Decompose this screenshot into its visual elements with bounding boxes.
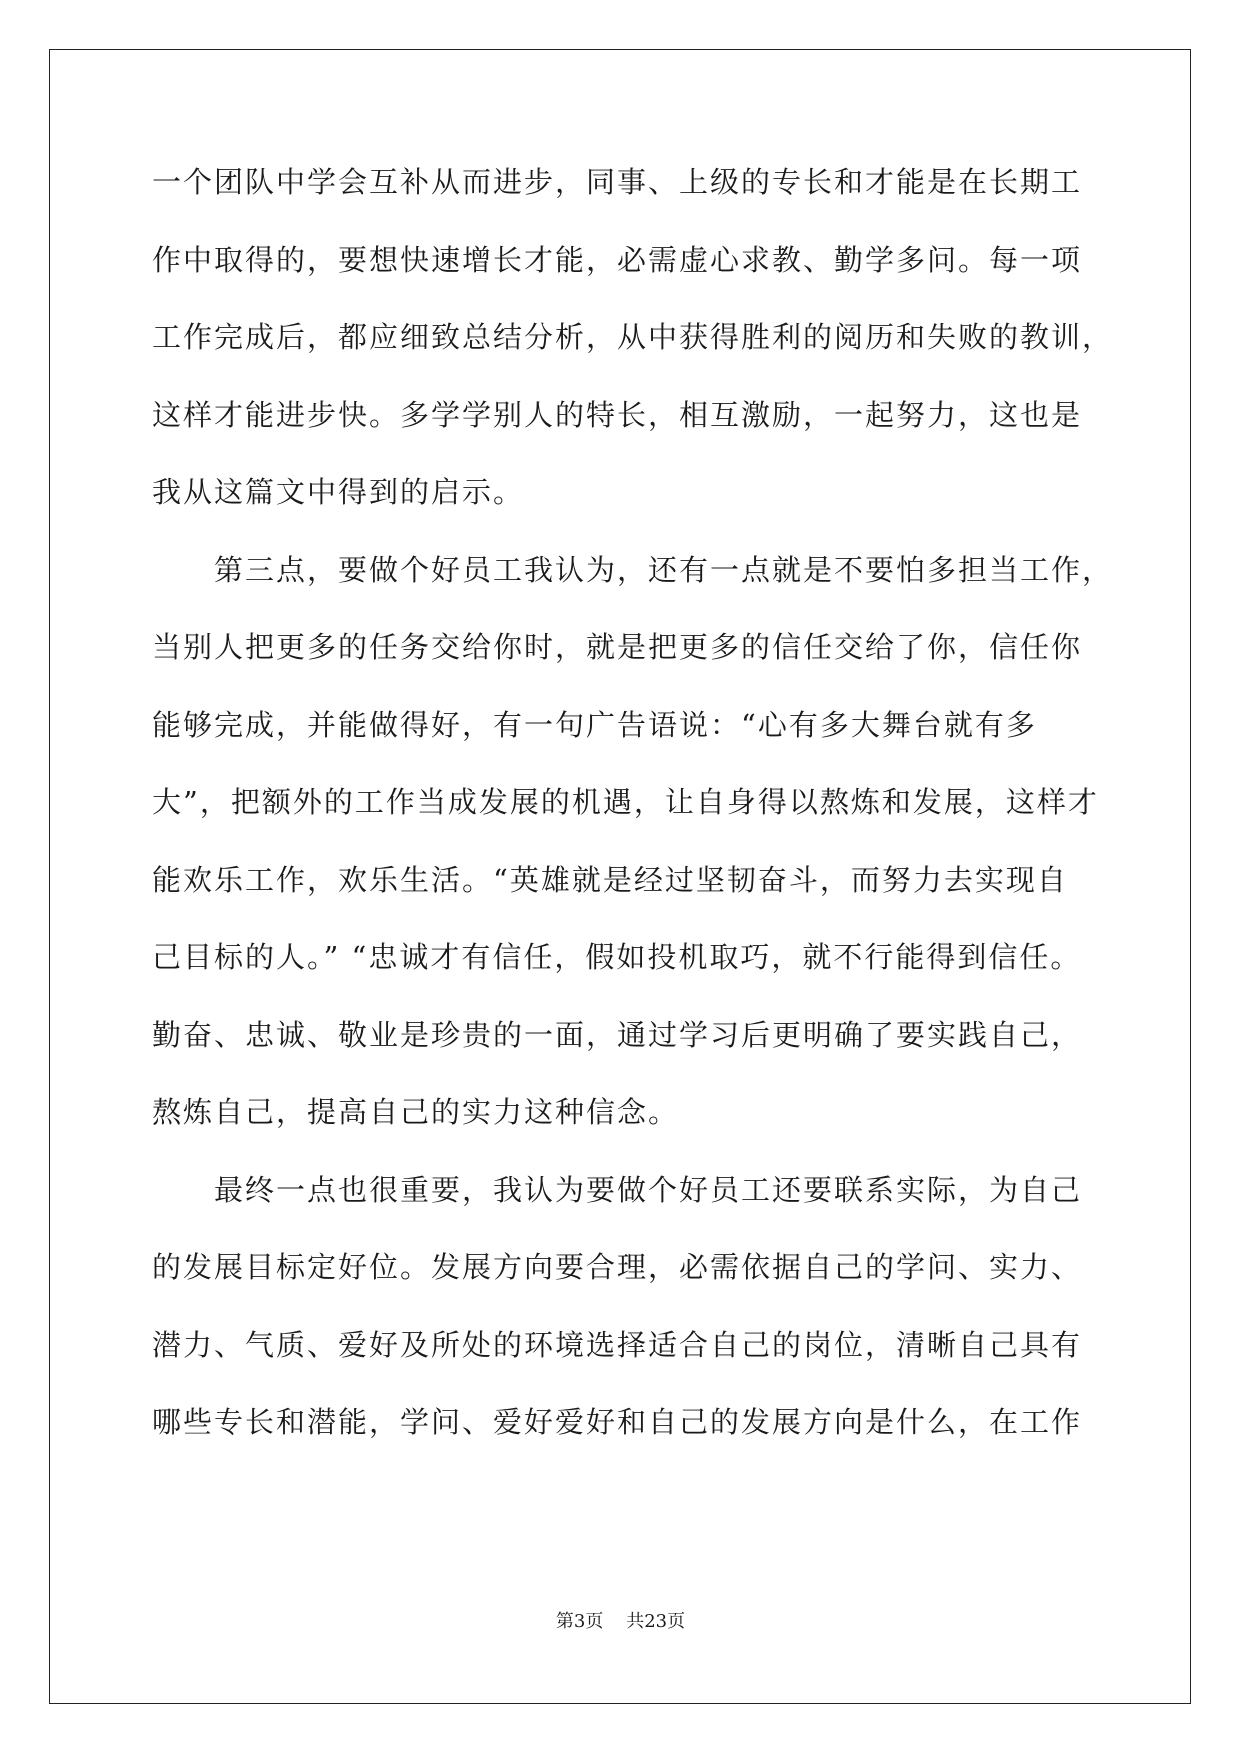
text-line: 作中取得的，要想快速增长才能，必需虚心求教、勤学多问。每一项 [152, 243, 1083, 277]
text-line: 能够完成，并能做得好，有一句广告语说：“心有多大舞台就有多 [152, 708, 1037, 742]
text-line: 当别人把更多的任务交给你时，就是把更多的信任交给了你，信任你 [152, 630, 1083, 664]
paragraph-start-line: 最终一点也很重要，我认为要做个好员工还要联系实际，为自己 [214, 1173, 1083, 1207]
text-line: 熬炼自己，提高自己的实力这种信念。 [152, 1095, 680, 1129]
text-line: 这样才能进步快。多学学别人的特长，相互激励，一起努力，这也是 [152, 398, 1083, 432]
text-line: 我从这篇文中得到的启示。 [152, 475, 525, 509]
text-line: 哪些专长和潜能，学问、爱好爱好和自己的发展方向是什么，在工作 [152, 1405, 1083, 1439]
page-footer [0, 1610, 1241, 1634]
text-line: 的发展目标定好位。发展方向要合理，必需依据自己的学问、实力、 [152, 1250, 1083, 1284]
text-line: 大”，把额外的工作当成发展的机遇，让自身得以熬炼和发展，这样才 [152, 785, 1099, 819]
page-total: 共23页 [626, 1611, 686, 1632]
text-line: 己目标的人。” “忠诚才有信任，假如投机取巧，就不行能得到信任。 [152, 940, 1082, 974]
text-line: 一个团队中学会互补从而进步，同事、上级的专长和才能是在长期工 [152, 165, 1083, 199]
text-line: 勤奋、忠诚、敬业是珍贵的一面，通过学习后更明确了要实践自己， [152, 1018, 1083, 1052]
text-line: 潜力、气质、爱好及所处的环境选择适合自己的岗位，清晰自己具有 [152, 1328, 1083, 1362]
text-line: 工作完成后，都应细致总结分析，从中获得胜利的阅历和失败的教训， [152, 320, 1114, 354]
paragraph-start-line: 第三点，要做个好员工我认为，还有一点就是不要怕多担当工作， [214, 553, 1114, 587]
text-line: 能欢乐工作，欢乐生活。“英雄就是经过坚韧奋斗，而努力去实现自 [152, 863, 1068, 897]
page-number: 第3页 [555, 1611, 604, 1632]
